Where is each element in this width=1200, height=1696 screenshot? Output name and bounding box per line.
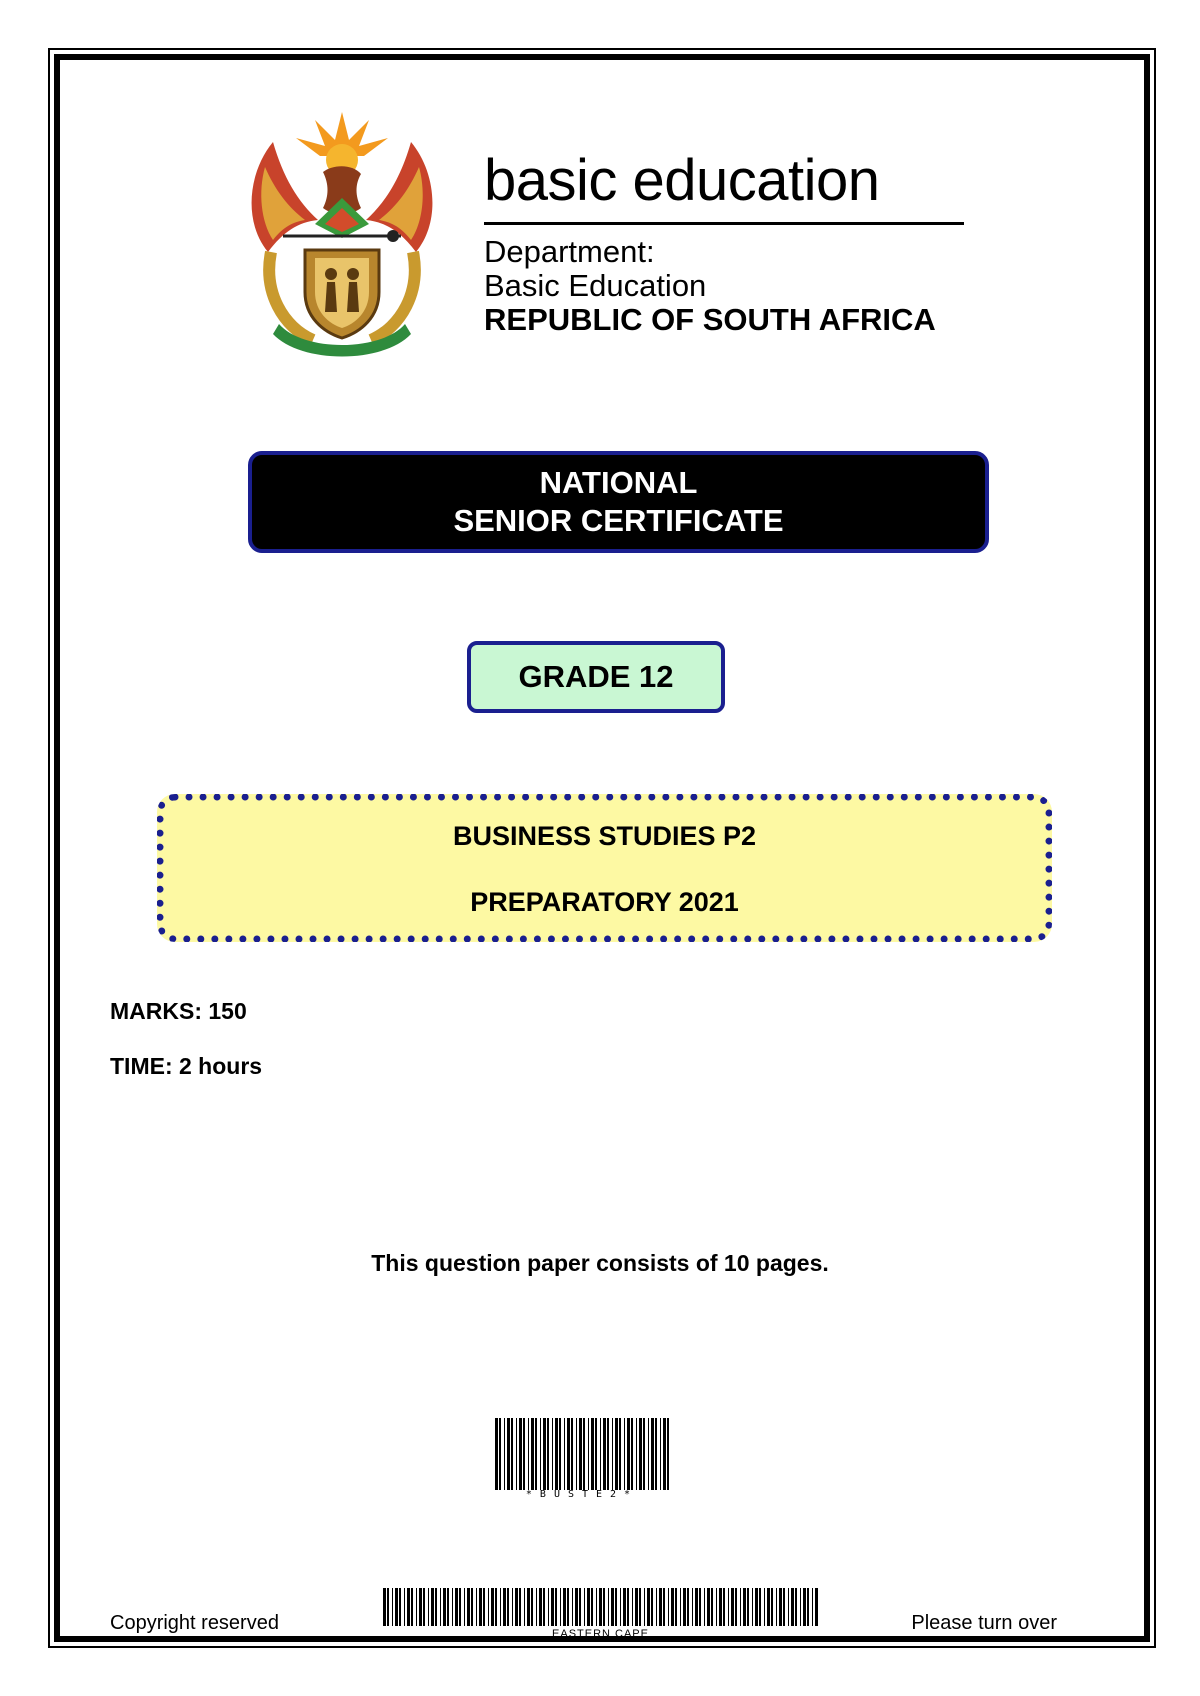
certificate-line-1: NATIONAL [539, 465, 698, 501]
turn-over-notice: Please turn over [911, 1612, 1057, 1634]
subject-panel [157, 794, 1052, 942]
certificate-banner [248, 451, 989, 553]
department-name: Basic Education [484, 268, 707, 303]
exam-session: PREPARATORY 2021 [470, 887, 739, 917]
certificate-line-2: SENIOR CERTIFICATE [453, 503, 784, 538]
brand-title: basic education [484, 148, 880, 213]
brand-underline [484, 222, 964, 225]
coat-of-arms-logo [243, 112, 441, 358]
grade-label: GRADE 12 [518, 659, 674, 694]
province-barcode [383, 1588, 818, 1626]
time-info: TIME: 2 hours [110, 1053, 263, 1079]
province-barcode-label: EASTERN CAPE [552, 1628, 649, 1640]
subject-barcode-label: *BUSTE2* [525, 1489, 639, 1500]
copyright-notice: Copyright reserved [110, 1612, 279, 1634]
page-count-note: This question paper consists of 10 pages. [371, 1250, 829, 1276]
subject-title: BUSINESS STUDIES P2 [452, 821, 757, 851]
marks-info: MARKS: 150 [110, 998, 247, 1024]
country-name: REPUBLIC OF SOUTH AFRICA [484, 302, 936, 337]
grade-badge [467, 641, 725, 713]
department-label: Department: [484, 234, 655, 269]
subject-barcode [495, 1418, 669, 1490]
